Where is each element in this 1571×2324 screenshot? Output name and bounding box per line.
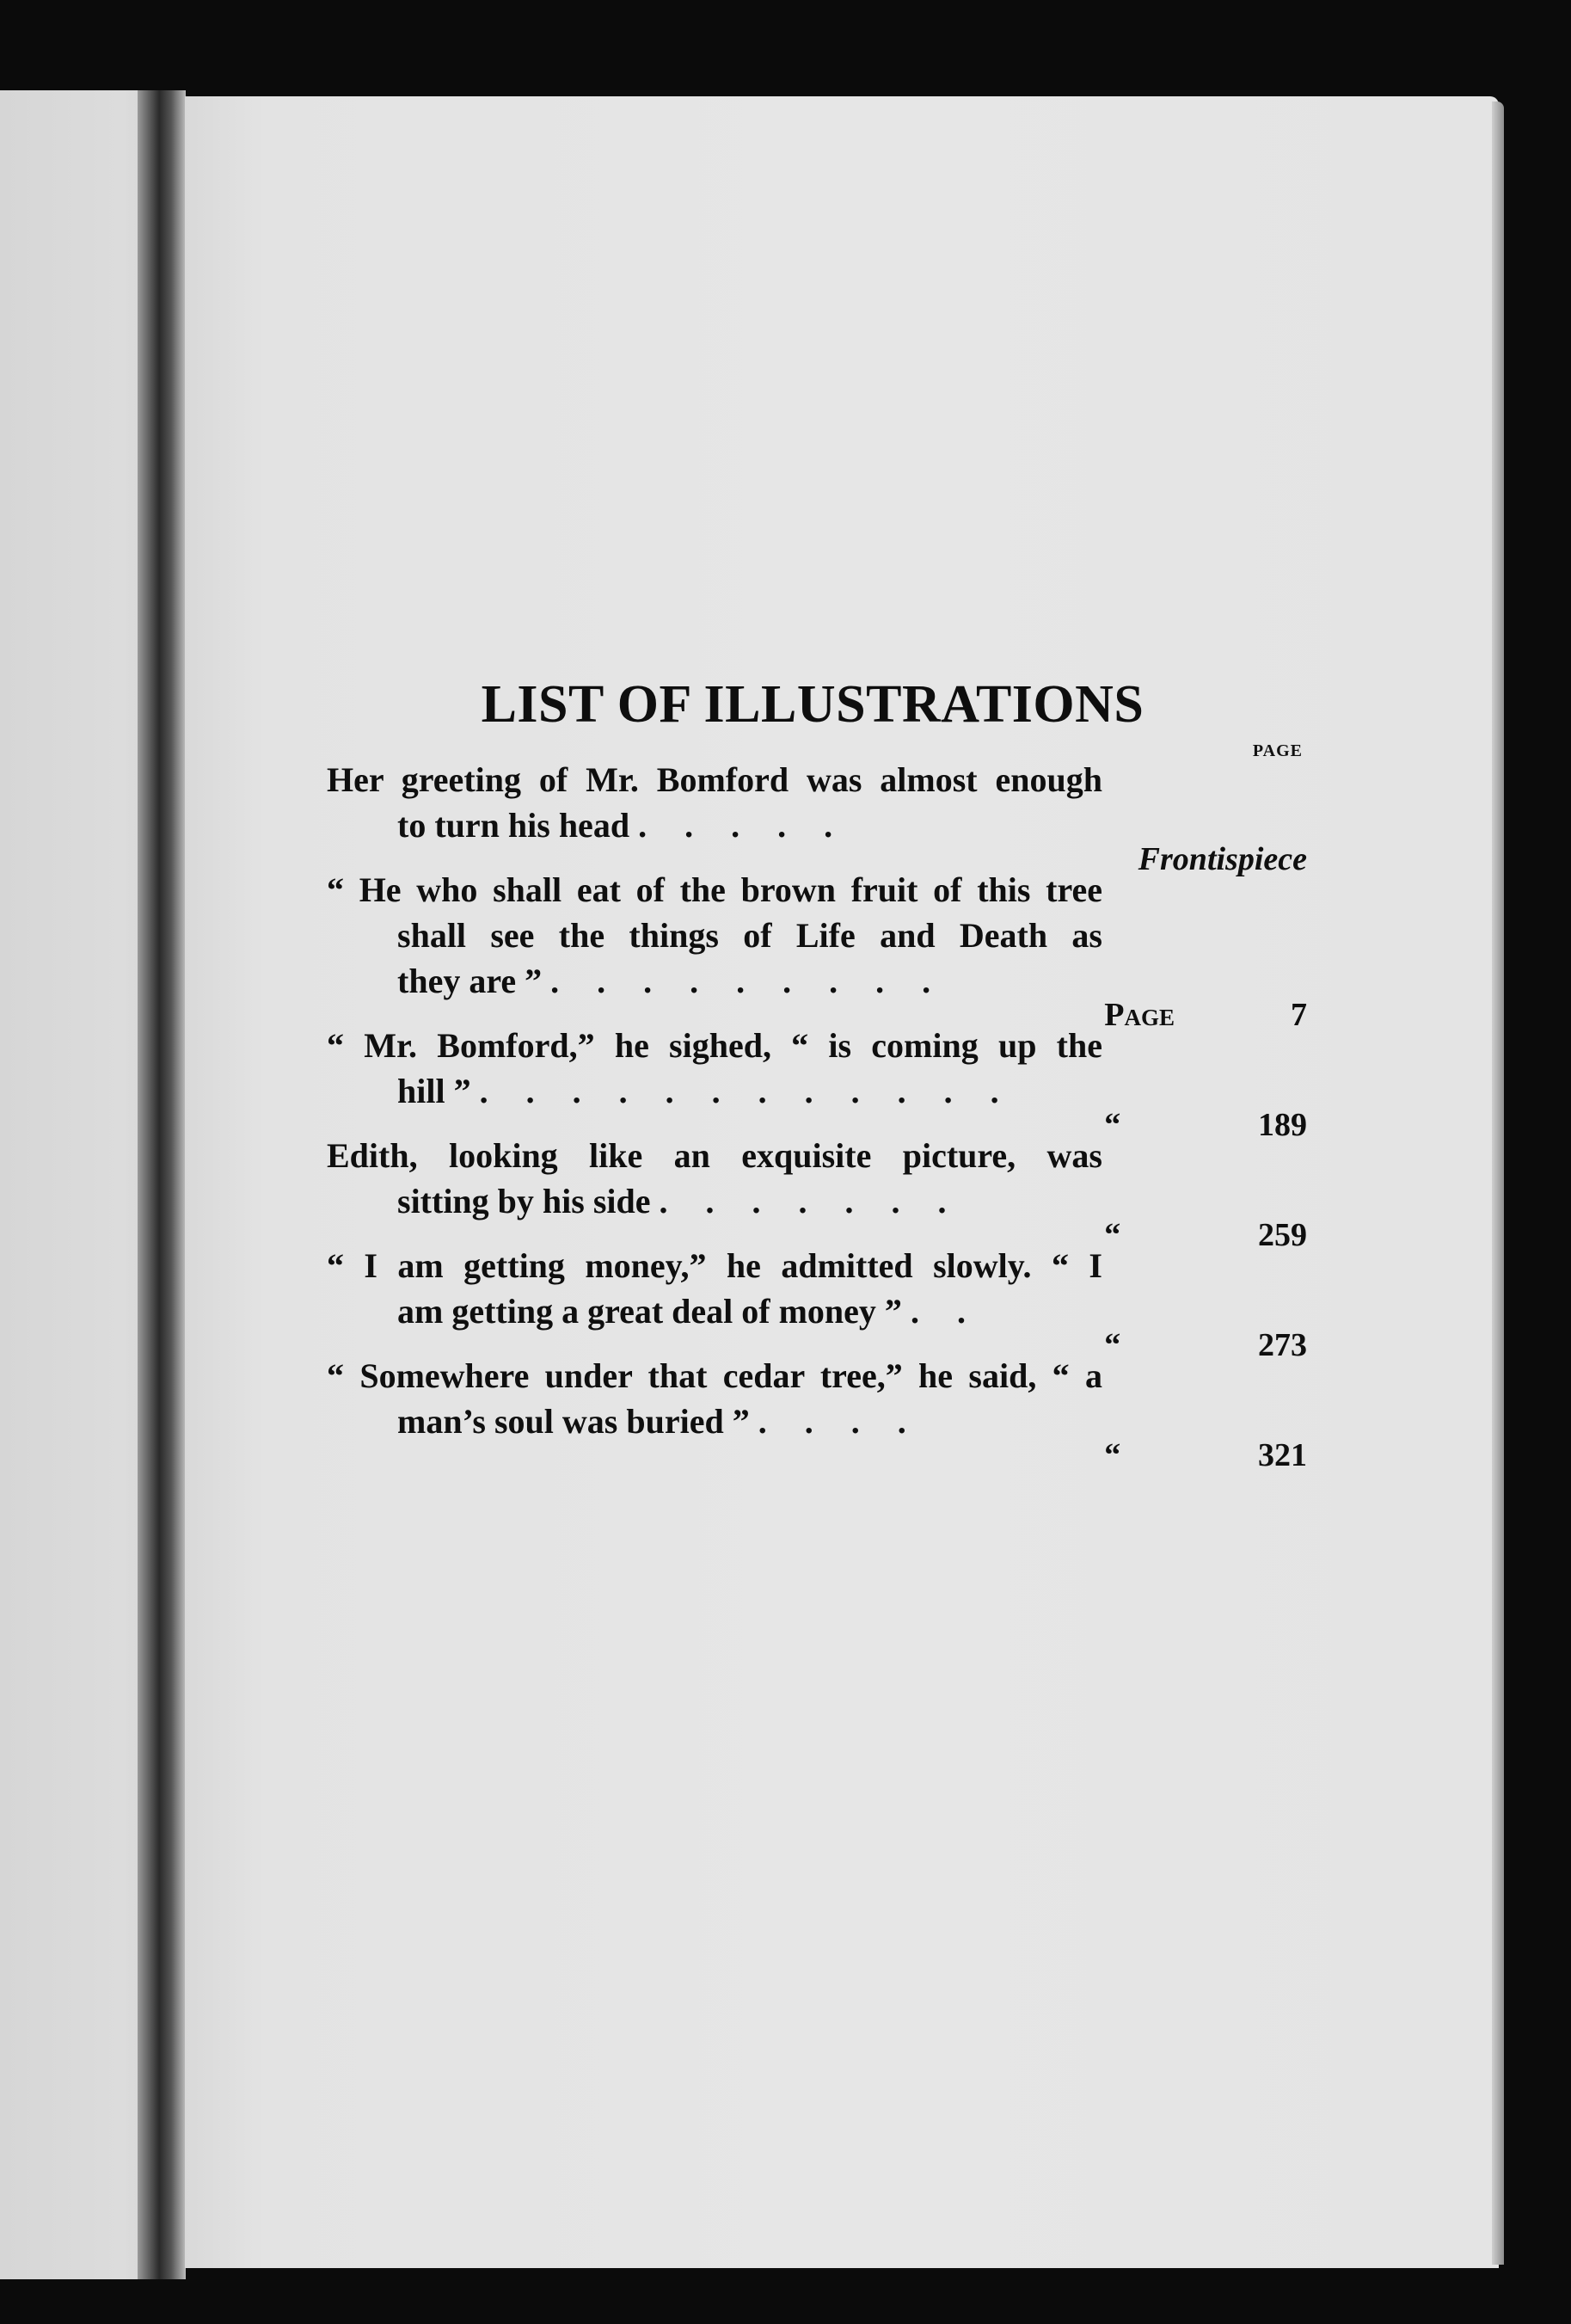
dot-leader: . . . . . bbox=[638, 806, 848, 845]
list-item bbox=[327, 867, 1307, 1033]
ditto-mark: “ bbox=[1104, 1327, 1121, 1363]
ditto-mark: “ bbox=[1104, 1437, 1121, 1473]
page-column-heading: PAGE bbox=[1252, 741, 1303, 760]
list-item bbox=[327, 1353, 1307, 1473]
page-number: 273 bbox=[1258, 1327, 1307, 1363]
entry-caption-line: “ Mr. Bomford,” he sighed, “ is coming up the bbox=[327, 1026, 1102, 1065]
entry-caption-line: “ I am getting money,” he admitted slowly. “ I bbox=[327, 1246, 1102, 1285]
list-item bbox=[327, 1133, 1307, 1253]
list-item bbox=[327, 1243, 1307, 1363]
page-number: 189 bbox=[1258, 1107, 1307, 1143]
dot-leader: . . . . bbox=[758, 1402, 921, 1441]
ditto-mark: “ bbox=[1104, 1217, 1121, 1253]
page-number: 7 bbox=[1291, 997, 1307, 1033]
page-title: LIST OF ILLUSTRATIONS bbox=[481, 674, 1144, 734]
entry-caption-line: Her greeting of Mr. Bomford was almost enough bbox=[327, 760, 1102, 799]
entry-caption-line: “ Somewhere under that cedar tree,” he said, “ a bbox=[327, 1356, 1102, 1395]
dot-leader: . . . . . . . . . bbox=[550, 962, 946, 1000]
entry-caption-line: hill ” bbox=[397, 1072, 471, 1110]
list-item bbox=[327, 757, 1307, 877]
gutter-shadow bbox=[138, 90, 186, 2279]
page-label: Page bbox=[1104, 997, 1175, 1033]
entry-caption-line: sitting by his side bbox=[397, 1182, 651, 1220]
entry-caption-line: man’s soul was buried ” bbox=[397, 1402, 750, 1441]
entry-caption-line: Edith, looking like an exquisite picture, was bbox=[327, 1136, 1102, 1175]
dot-leader: . . . . . . . . . . . . bbox=[479, 1072, 1014, 1110]
entry-caption-line: “ He who shall eat of the brown fruit of this tree bbox=[327, 870, 1102, 909]
page-edge bbox=[1492, 101, 1504, 2265]
page-number: 321 bbox=[1258, 1437, 1307, 1473]
ditto-mark: “ bbox=[1104, 1107, 1121, 1143]
illustrations-list bbox=[327, 757, 1307, 1473]
frontispiece-reference: Frontispiece bbox=[1138, 841, 1307, 877]
entry-caption-line: they are ” bbox=[397, 962, 543, 1000]
entry-caption-line: shall see the things of Life and Death as bbox=[397, 916, 1102, 955]
page-number: 259 bbox=[1258, 1217, 1307, 1253]
dot-leader: . . . . . . . bbox=[659, 1182, 961, 1220]
entry-caption-line: to turn his head bbox=[397, 806, 630, 845]
entry-caption-line: am getting a great deal of money ” bbox=[397, 1292, 902, 1331]
dot-leader: . . bbox=[910, 1292, 980, 1331]
